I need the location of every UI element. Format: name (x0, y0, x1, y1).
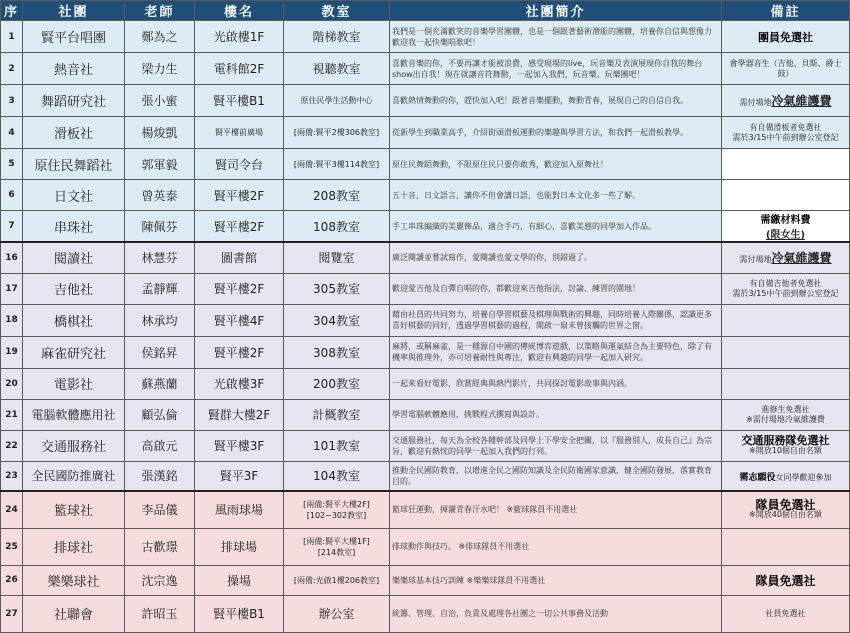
room-line2: [102~302教室] (306, 510, 367, 520)
row-seq: 20 (1, 368, 23, 399)
row-room: 101教室 (284, 430, 390, 461)
row-teacher: 孟靜輝 (125, 273, 195, 304)
table-row (1, 211, 850, 243)
row-club: 滑板社 (23, 117, 125, 149)
row-room: 閱覽室 (284, 242, 390, 273)
row-club: 賢平台唱團 (23, 21, 125, 53)
row-intro: 從新學生到職業高手，介紹街頭滑板運動的樂趣與學習方法，和我們一起滑板教學。 (390, 117, 722, 149)
note-line2: ※需付場地冷氣維護費 (746, 414, 825, 424)
row-building: 賢平樓3F (195, 430, 284, 461)
row-intro: 一起來看好電影，欣賞經典與熱門影片，共同探討電影故事與內涵。 (390, 368, 722, 399)
table-row (1, 430, 850, 461)
table-row (1, 565, 850, 595)
row-seq: 22 (1, 430, 23, 461)
row-seq: 19 (1, 336, 23, 368)
row-room (284, 528, 390, 565)
row-note (722, 430, 850, 461)
note-rest: 女同學歡迎參加 (775, 472, 832, 482)
note-line2: 需於3/15中午前到辦公室登記 (732, 132, 839, 142)
row-intro: 麻將，或稱麻雀，是一種源自中國的傳統博弈遊戲，以策略與運氣結合為主要特色，除了有機率與推理外，亦可培養耐性與專注，歡迎有興趣的同學一起加入研究。 (390, 336, 722, 368)
header-seq: 序 (1, 1, 23, 21)
row-intro: 手工串珠編織的美麗飾品，適合手巧，有細心，喜歡美感的同學加入作品。 (390, 211, 722, 243)
row-intro: 交通服務社，每天為全校各種幹部及同學上下學安全把關，以『服務別人，成長自己』為宗旨，歡迎有熱忱的同學一起加入我們的行列。 (390, 430, 722, 461)
note-line1: 有自備吉他者免選社 (749, 278, 822, 288)
header-note: 備註 (722, 1, 850, 21)
row-note (722, 304, 850, 336)
table-row (1, 53, 850, 85)
row-building: 圖書館 (195, 242, 284, 273)
row-room: 104教室 (284, 461, 390, 491)
table-row (1, 595, 850, 632)
row-note (722, 336, 850, 368)
row-club: 排球社 (23, 528, 125, 565)
header-building: 樓名 (195, 1, 284, 21)
row-note (722, 149, 850, 180)
note-bold: 需志願役 (739, 472, 776, 483)
table-row (1, 461, 850, 491)
row-building: 賢平樓2F (195, 336, 284, 368)
row-teacher: 古歡璟 (125, 528, 195, 565)
row-building: 賢群大樓2F (195, 399, 284, 430)
row-club: 舞蹈研究社 (23, 85, 125, 117)
row-teacher: 李品儀 (125, 491, 195, 528)
header-room: 教室 (284, 1, 390, 21)
row-note (722, 565, 850, 595)
row-club: 電腦軟體應用社 (23, 399, 125, 430)
row-teacher: 沈宗逸 (125, 565, 195, 595)
row-seq: 2 (1, 53, 23, 85)
row-teacher: 張小蜜 (125, 85, 195, 117)
row-note (722, 21, 850, 53)
row-seq: 18 (1, 304, 23, 336)
row-intro: 籃球狂運動，揮灑青春汗水吧！ ※籃球隊員不用選社 (390, 491, 722, 528)
table-row (1, 180, 850, 211)
row-teacher: 侯銘昇 (125, 336, 195, 368)
row-note: 會學器音生（吉他、貝斯、爵士鼓） (722, 53, 850, 85)
row-room: 階梯教室 (284, 21, 390, 53)
table-row (1, 21, 850, 53)
row-seq: 27 (1, 595, 23, 632)
row-intro: 排球動作與技巧。 ※排球隊員不用選社 (390, 528, 722, 565)
row-teacher: 顧弘倫 (125, 399, 195, 430)
row-club: 日文社 (23, 180, 125, 211)
row-building: 賢平樓2F (195, 211, 284, 243)
row-note (722, 242, 850, 273)
note-line1: 隊員免選社 (755, 497, 816, 512)
row-note: 社員免選社 (722, 595, 850, 632)
note-line1: 需繳材料費 (760, 215, 811, 226)
row-room: 200教室 (284, 368, 390, 399)
row-intro: 學習電腦軟體應用，挑戰程式撰寫與設計。 (390, 399, 722, 430)
row-building: 賢平樓前廣場 (195, 117, 284, 149)
row-club: 原住民舞蹈社 (23, 149, 125, 180)
row-note (722, 399, 850, 430)
row-intro: 歡迎愛吉他及自彈自唱的你，都歡迎來吉他指法，討論、練習的園地！ (390, 273, 722, 304)
row-seq: 23 (1, 461, 23, 491)
row-intro: 樂樂球基本技巧訓練 ※樂樂球隊員不用選社 (390, 565, 722, 595)
row-club: 閱讀社 (23, 242, 125, 273)
row-note (722, 528, 850, 565)
table-row (1, 336, 850, 368)
room-line1: [兩備:賢平大樓1F] (303, 536, 370, 546)
row-note (722, 368, 850, 399)
row-building: 賢平樓B1 (195, 595, 284, 632)
row-club: 交通服務社 (23, 430, 125, 461)
row-seq: 6 (1, 180, 23, 211)
row-club: 麻雀研究社 (23, 336, 125, 368)
header-intro: 社團簡介 (390, 1, 722, 21)
row-seq: 1 (1, 21, 23, 53)
row-teacher: 林慧芬 (125, 242, 195, 273)
table-row (1, 273, 850, 304)
row-room: [兩備:賢平3樓114教室] (284, 149, 390, 180)
row-note (722, 85, 850, 117)
note-underline: 冷氣維護費 (771, 251, 832, 266)
table-row (1, 528, 850, 565)
row-teacher: 張漢銘 (125, 461, 195, 491)
row-seq: 25 (1, 528, 23, 565)
row-intro: 喜歡音樂的你，不要再讓才能被浪費，感受現場的live，玩音樂及表演展現你自我的舞台show出自我！現在就讓音符舞動，一起加入我們，玩音樂、玩樂團吧！ (390, 53, 722, 85)
row-room: 304教室 (284, 304, 390, 336)
row-building: 排球場 (195, 528, 284, 565)
row-teacher: 曾英泰 (125, 180, 195, 211)
row-building: 電科館2F (195, 53, 284, 85)
row-intro: 統籌、管理、自治，負責及處理各社團之一切公共事務及活動 (390, 595, 722, 632)
row-note (722, 273, 850, 304)
table-row (1, 491, 850, 528)
row-seq: 17 (1, 273, 23, 304)
row-note (722, 491, 850, 528)
row-club: 籃球社 (23, 491, 125, 528)
note-text: 團員免選社 (758, 30, 813, 44)
note-line2: ※開放40個自由名額 (749, 509, 822, 519)
row-room: 208教室 (284, 180, 390, 211)
row-note (722, 180, 850, 211)
row-building: 風雨球場 (195, 491, 284, 528)
row-teacher: 陳佩芬 (125, 211, 195, 243)
row-teacher: 許昭玉 (125, 595, 195, 632)
note-line1: 交通服務隊免選社 (741, 433, 830, 447)
row-club: 串珠社 (23, 211, 125, 243)
row-seq: 21 (1, 399, 23, 430)
row-seq: 5 (1, 149, 23, 180)
row-seq: 7 (1, 211, 23, 243)
table-row (1, 149, 850, 180)
row-teacher: 蘇燕蘭 (125, 368, 195, 399)
row-building: 光啟樓1F (195, 21, 284, 53)
row-teacher: 梁力生 (125, 53, 195, 85)
table-row (1, 304, 850, 336)
row-room: 308教室 (284, 336, 390, 368)
row-intro: 廣泛閱讀並嘗試寫作，愛閱讀也愛文學的你，別錯過了。 (390, 242, 722, 273)
row-room: 原住民學生活動中心 (284, 85, 390, 117)
row-seq: 26 (1, 565, 23, 595)
row-building: 光啟樓3F (195, 368, 284, 399)
row-teacher: 楊焌凱 (125, 117, 195, 149)
row-seq: 24 (1, 491, 23, 528)
row-room: 視聽教室 (284, 53, 390, 85)
row-room: [兩備:賢平2樓306教室] (284, 117, 390, 149)
note-line1: 有自備滑板者免選社 (749, 122, 822, 132)
row-teacher: 高啟元 (125, 430, 195, 461)
header-club: 社團 (23, 1, 125, 21)
note-line2: ※開放10個自由名額 (749, 445, 822, 455)
row-note (722, 117, 850, 149)
row-room: 108教室 (284, 211, 390, 243)
header-teacher: 老師 (125, 1, 195, 21)
row-club: 全民國防推廣社 (23, 461, 125, 491)
row-building: 操場 (195, 565, 284, 595)
row-building: 賢平樓2F (195, 273, 284, 304)
room-line1: [兩備:賢平大樓2F] (303, 499, 370, 509)
note-line2: 需於3/15中午前到辦公室登記 (732, 288, 839, 298)
row-club: 電影社 (23, 368, 125, 399)
note-prefix: 需付場地 (739, 98, 772, 107)
row-room: 305教室 (284, 273, 390, 304)
row-room: 計概教室 (284, 399, 390, 430)
row-intro: 推動全民國防教育，以增進全民之國防知識及全民防衛國家意識，健全國防發展，落實教育目的。 (390, 461, 722, 491)
table-row (1, 368, 850, 399)
table-header-row (1, 1, 850, 21)
room-line2: [214教室] (317, 547, 356, 557)
row-room: 辦公室 (284, 595, 390, 632)
row-seq: 16 (1, 242, 23, 273)
table-row (1, 117, 850, 149)
row-teacher: 郭軍毅 (125, 149, 195, 180)
row-teacher: 林承均 (125, 304, 195, 336)
note-text: 隊員免選社 (755, 573, 816, 588)
row-club: 熱音社 (23, 53, 125, 85)
row-seq: 3 (1, 85, 23, 117)
note-underline: (限女生) (765, 230, 806, 241)
row-building: 賢平3F (195, 461, 284, 491)
row-building: 賢司令台 (195, 149, 284, 180)
row-club: 吉他社 (23, 273, 125, 304)
note-prefix: 需付場地 (739, 255, 772, 265)
row-club: 社聯會 (23, 595, 125, 632)
row-intro: 我們是一個充滿歡笑的音樂學習團體，也是一個跟著藝術潛能的團體，培養你自信與想像力 歡迎我一起快樂唱歌吧！ (390, 21, 722, 53)
row-note (722, 461, 850, 491)
row-building: 賢平樓B1 (195, 85, 284, 117)
row-building: 賢平樓2F (195, 180, 284, 211)
row-teacher: 鄭為之 (125, 21, 195, 53)
row-room (284, 491, 390, 528)
row-intro: 喜歡熱情舞動的你，趕快加入吧！跟著音樂擺動，舞動青春，展現自己的自信自我。 (390, 85, 722, 117)
row-intro: 藉由社員的共同努力，培養自學習棋藝及棋理與戰術的興趣，同時培養人際關係，認識更多喜好棋藝的同好，透過學習棋藝的過程，開啟一扇未曾接觸的世界之窗。 (390, 304, 722, 336)
note-underline: 冷氣維護費 (771, 94, 832, 108)
row-intro: 原住民舞蹈舞動，不限原住民只要你敢秀，歡迎加入原舞社！ (390, 149, 722, 180)
note-line1: 進修生免選社 (761, 404, 810, 414)
row-intro: 五十音，日文語言，讓你不但會講日語，也能對日本文化多一些了解。 (390, 180, 722, 211)
row-seq: 4 (1, 117, 23, 149)
table-row (1, 399, 850, 430)
table-row (1, 242, 850, 273)
row-note (722, 211, 850, 243)
row-club: 樂樂球社 (23, 565, 125, 595)
row-building: 賢平樓4F (195, 304, 284, 336)
row-club: 橋棋社 (23, 304, 125, 336)
table-row (1, 85, 850, 117)
row-room: [兩備:光啟1樓206教室] (284, 565, 390, 595)
